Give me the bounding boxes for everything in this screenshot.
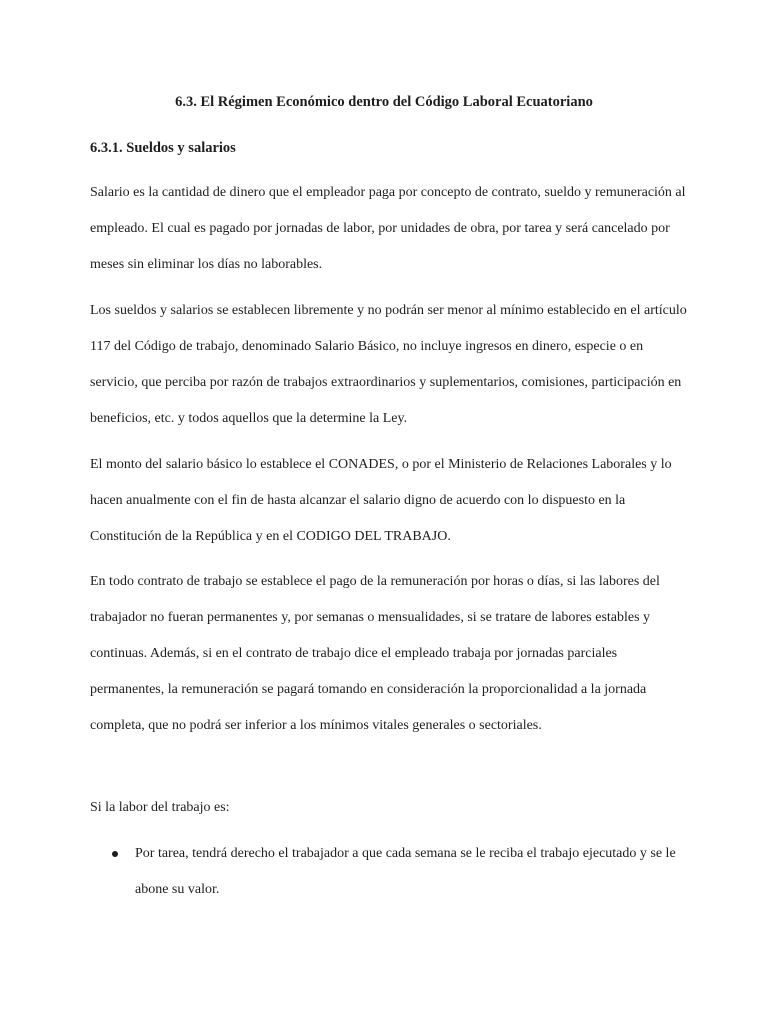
list-item (90, 836, 690, 908)
paragraph-salario-definicion: Salario es la cantidad de dinero que el empleador paga por concepto de contrato, sueldo y remuneración al empleado. El cual es pagado por jornadas de labor, por unidades de obra, por tarea y será cancelado por meses sin eliminar los días no laborables. (90, 185, 686, 272)
bullet-icon (112, 851, 118, 857)
subsection-title: 6.3.1. Sueldos y salarios (90, 140, 236, 156)
bullet-list (90, 836, 690, 908)
paragraph-labor-intro: Si la labor del trabajo es: (90, 800, 230, 815)
section-title: 6.3. El Régimen Económico dentro del Código Laboral Ecuatoriano (175, 94, 593, 110)
paragraph-contrato-trabajo: En todo contrato de trabajo se establece el pago de la remuneración por horas o días, si las labores del trabajador no fueran permanentes y, por semanas o mensualidades, si se tratare de labores estables y continuas. Además, si en el contrato de trabajo dice el empleado trabaja por jornadas parciales permanentes, la remuneración se pagará tomando en consideración la proporcionalidad a la jornada completa, que no podrá ser inferior a los mínimos vitales generales o sectoriales. (90, 574, 660, 733)
paragraph-sueldos-minimo: Los sueldos y salarios se establecen libremente y no podrán ser menor al mínimo establecido en el artículo 117 del Código de trabajo, denominado Salario Básico, no incluye ingresos en dinero, especie o en servicio, que perciba por razón de trabajos extraordinarios y suplementarios, comisiones, participación en beneficios, etc. y todos aquellos que la determine la Ley. (90, 303, 687, 426)
paragraph-salario-basico: El monto del salario básico lo establece el CONADES, o por el Ministerio de Relaciones Laborales y lo hacen anualmente con el fin de hasta alcanzar el salario digno de acuerdo con lo dispuesto en la Constitución de la República y en el CODIGO DEL TRABAJO. (90, 457, 672, 544)
list-item-text: Por tarea, tendrá derecho el trabajador a que cada semana se le reciba el trabajo ejecutado y se le abone su valor. (135, 846, 676, 897)
